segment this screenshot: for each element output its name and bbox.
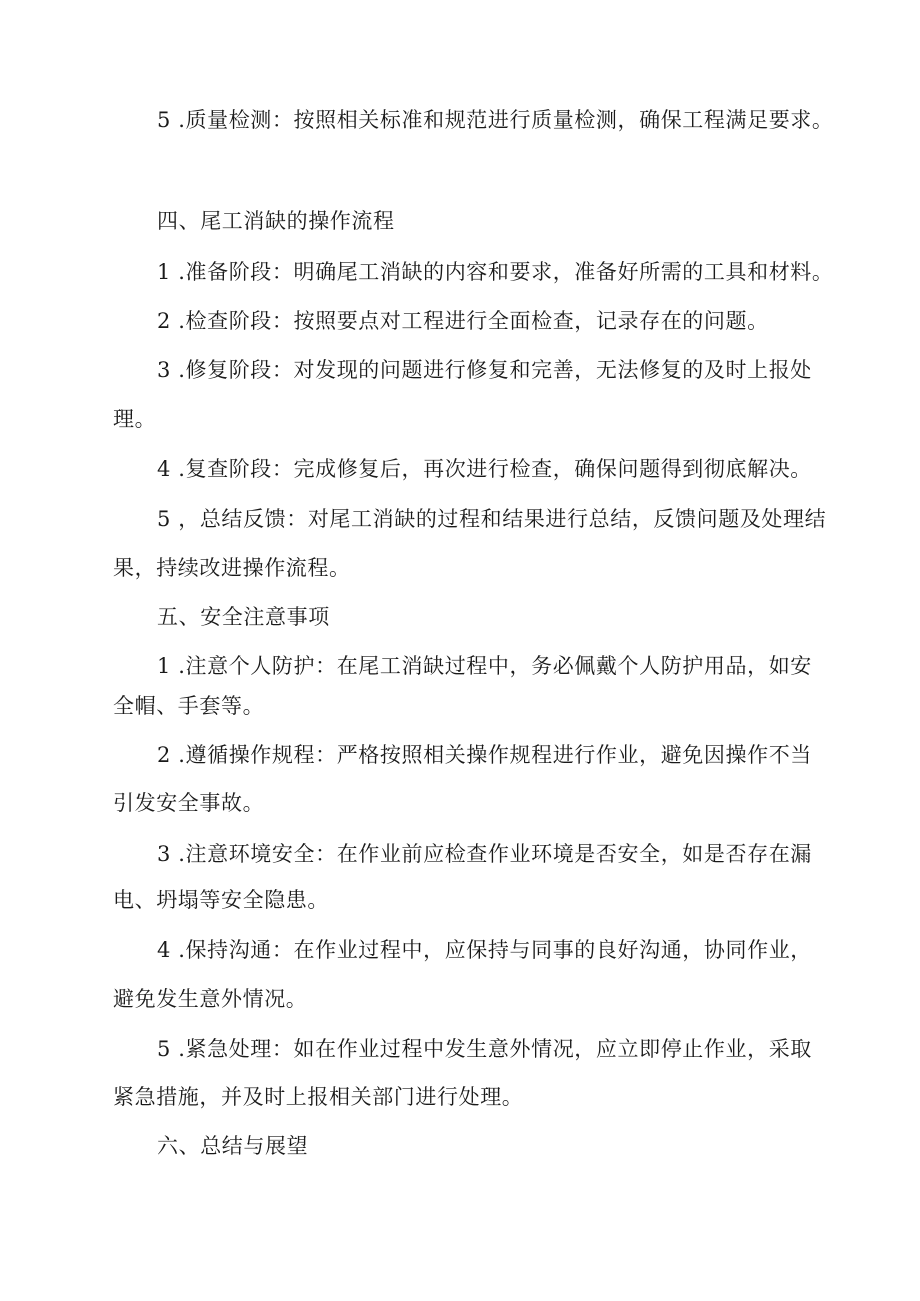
list-item-emergency: 5 .紧急处理：如在作业过程中发生意外情况，应立即停止作业，采取 xyxy=(157,1037,812,1061)
list-item-repair-cont: 理。 xyxy=(113,407,157,431)
section-heading-conclusion: 六、总结与展望 xyxy=(157,1134,309,1158)
list-item-environment-safety-cont: 电、坍塌等安全隐患。 xyxy=(113,888,329,912)
list-item-inspection: 2 .检查阶段：按照要点对工程进行全面检查，记录存在的问题。 xyxy=(157,309,769,333)
list-item-personal-protection-cont: 全帽、手套等。 xyxy=(113,694,265,718)
list-item-repair: 3 .修复阶段：对发现的问题进行修复和完善，无法修复的及时上报处 xyxy=(157,358,812,382)
list-item-quality-inspection: 5 .质量检测：按照相关标准和规范进行质量检测，确保工程满足要求。 xyxy=(157,108,834,132)
list-item-summary-feedback-cont: 果，持续改进操作流程。 xyxy=(113,556,351,580)
list-item-recheck: 4 .复查阶段：完成修复后，再次进行检查，确保问题得到彻底解决。 xyxy=(157,457,812,481)
list-item-operating-rules-cont: 引发安全事故。 xyxy=(113,791,265,815)
section-heading-workflow: 四、尾工消缺的操作流程 xyxy=(157,209,395,233)
section-heading-safety: 五、安全注意事项 xyxy=(157,605,330,629)
list-item-communication-cont: 避免发生意外情况。 xyxy=(113,987,308,1011)
list-item-personal-protection: 1 .注意个人防护：在尾工消缺过程中，务必佩戴个人防护用品，如安 xyxy=(157,654,812,678)
list-item-operating-rules: 2 .遵循操作规程：严格按照相关操作规程进行作业，避免因操作不当 xyxy=(157,743,812,767)
list-item-preparation: 1 .准备阶段：明确尾工消缺的内容和要求，准备好所需的工具和材料。 xyxy=(157,260,834,284)
list-item-communication: 4 .保持沟通：在作业过程中，应保持与同事的良好沟通，协同作业， xyxy=(157,938,812,962)
list-item-environment-safety: 3 .注意环境安全：在作业前应检查作业环境是否安全，如是否存在漏 xyxy=(157,842,812,866)
list-item-emergency-cont: 紧急措施，并及时上报相关部门进行处理。 xyxy=(113,1085,524,1109)
list-item-summary-feedback: 5 ，总结反馈：对尾工消缺的过程和结果进行总结，反馈问题及处理结 xyxy=(157,507,827,531)
